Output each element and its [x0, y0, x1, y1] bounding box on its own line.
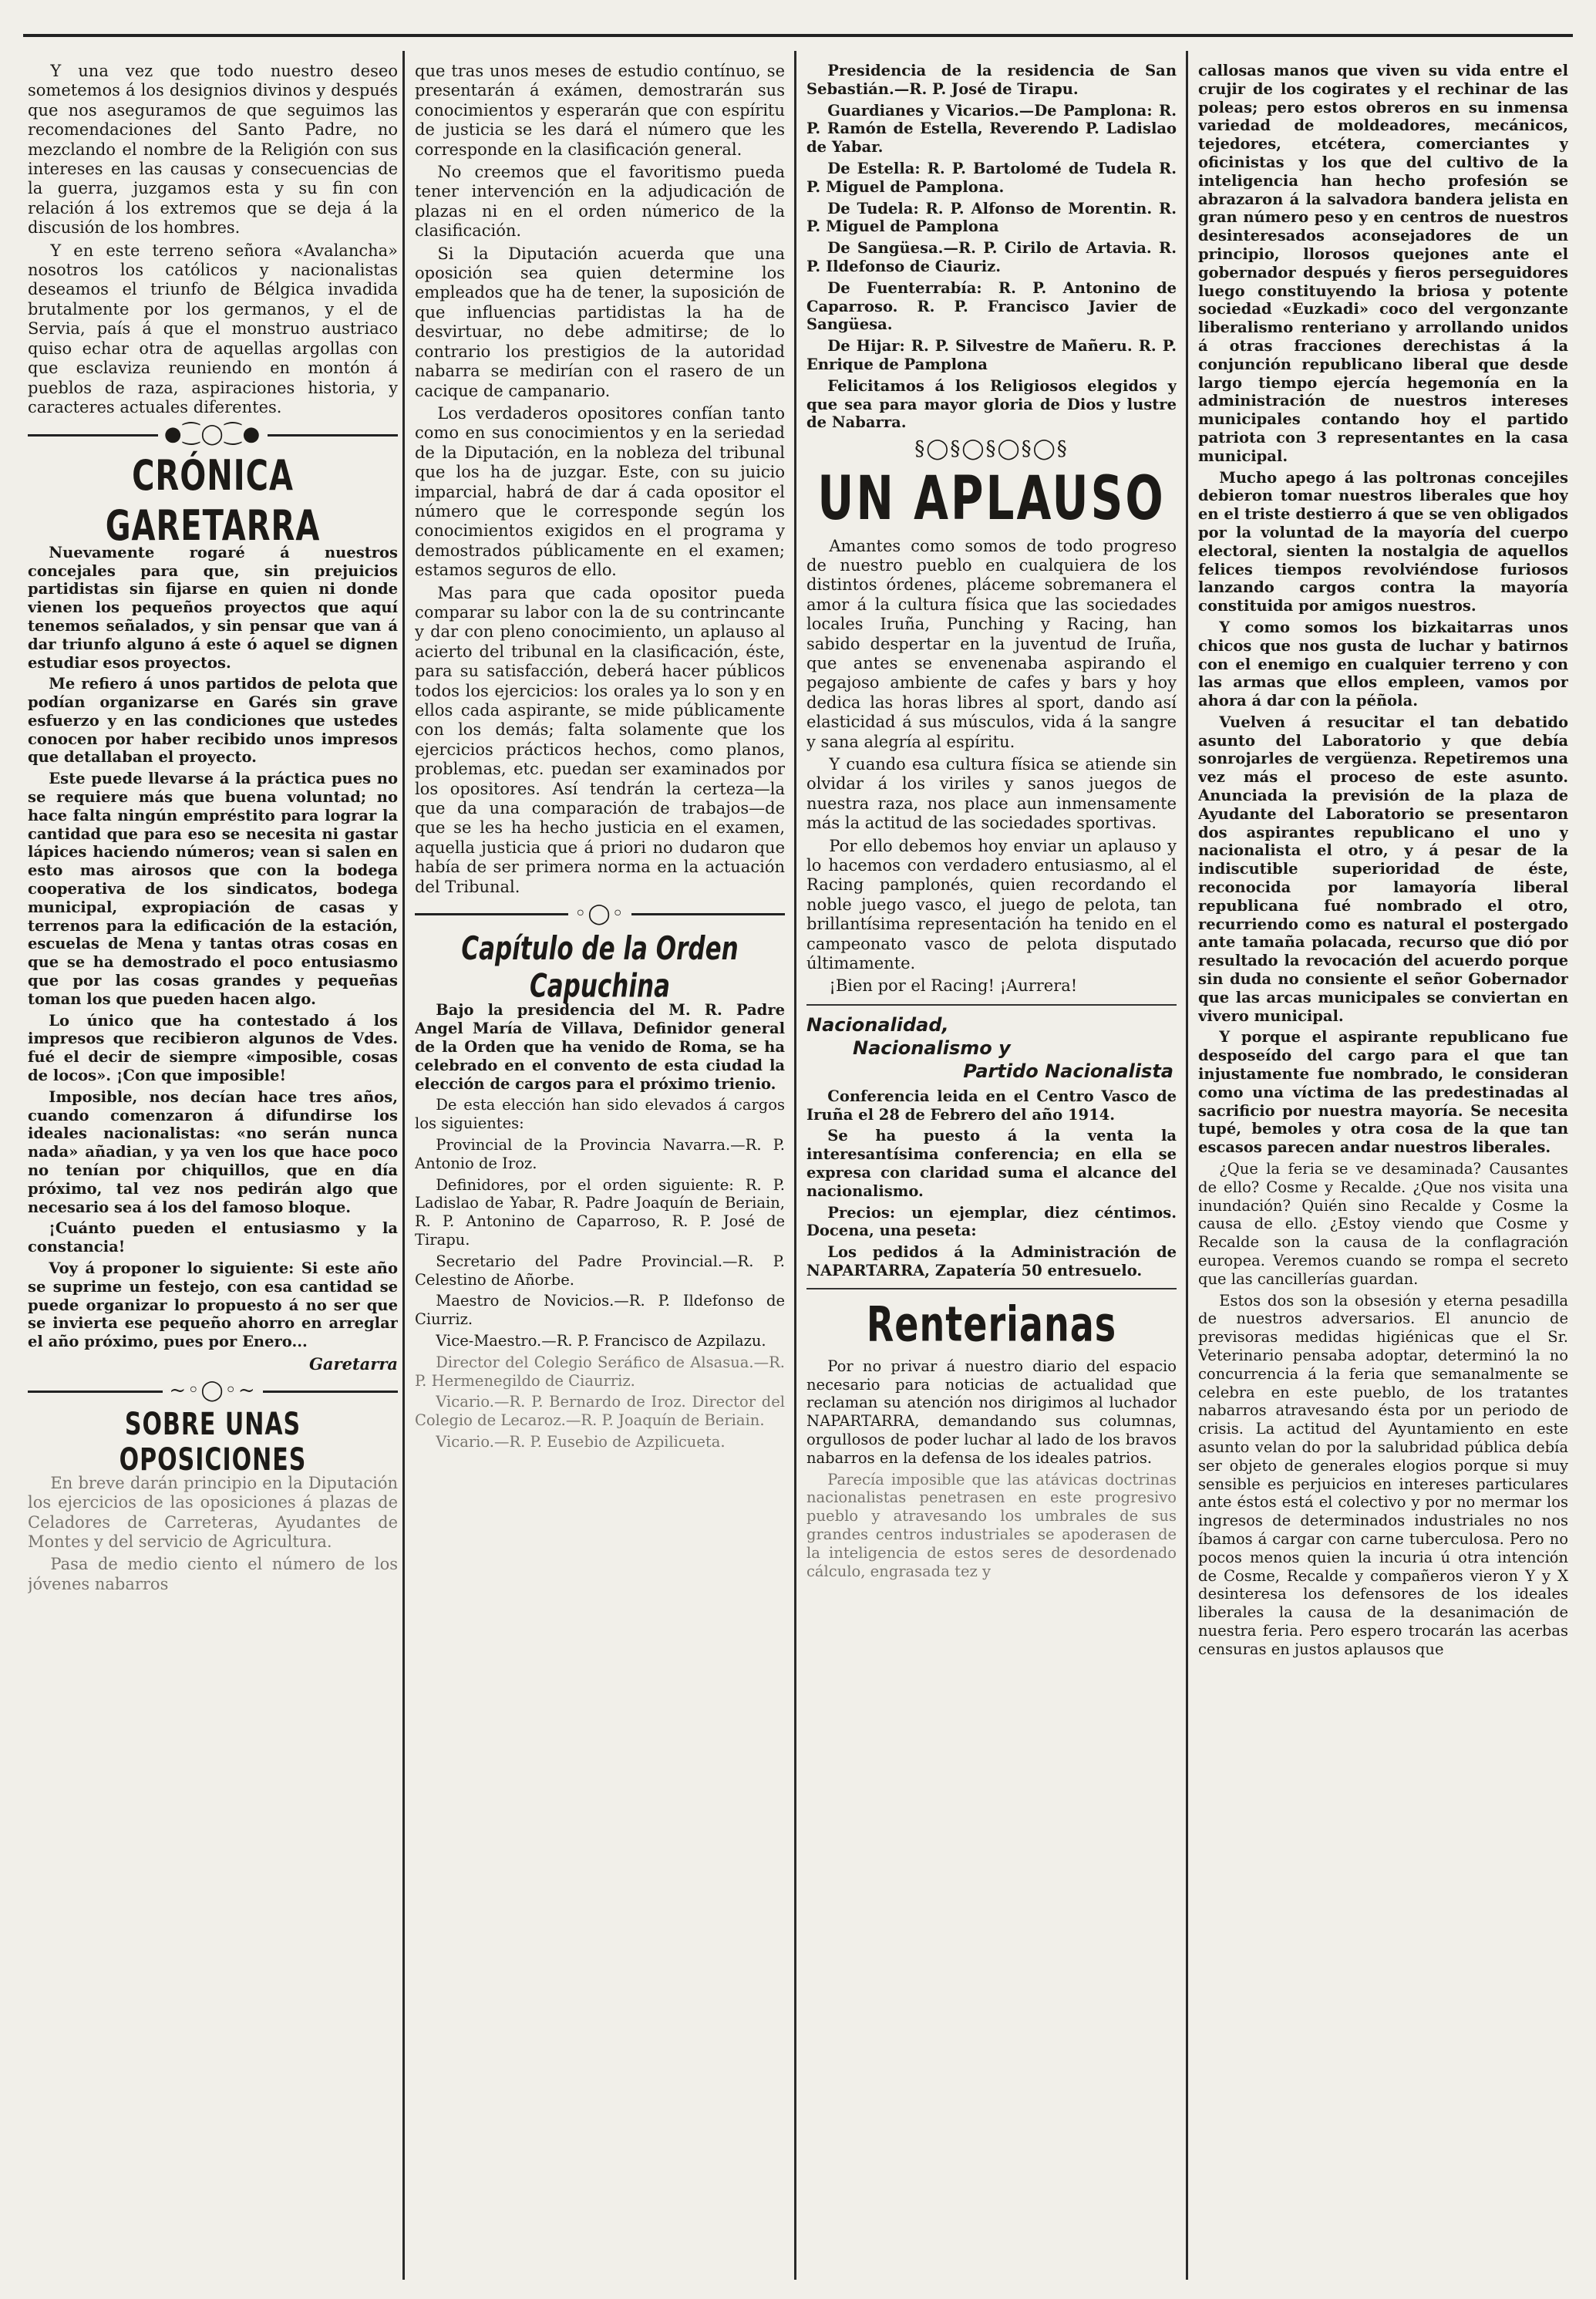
paragraph: Y cuando esa cultura física se atiende sin olvidar á los viriles y sanos juegos de nuestra raza, nos place aun inmensamente más la actitud de las sociedades sportivas. [806, 755, 1177, 833]
paragraph: Pasa de medio ciento el número de los jóvenes nabarros [28, 1555, 398, 1593]
article-signature: Garetarra [308, 1353, 398, 1374]
heading-line: Nacionalidad, [806, 1013, 949, 1036]
paragraph: Por no privar á nuestro diario del espacio necesario para noticias de actualidad que reclaman su atención nos dirigimos al luchador NAPARTARRA, demandando sus columnas, orgullosos de poder luchar al lado de los bravos nabarros en la defensa de los ideales patrios. [806, 1357, 1177, 1467]
ornament-divider: §◯§◯§◯§◯§ [914, 437, 1069, 461]
paragraph: Definidores, por el orden siguiente: R. P. Ladislao de Yabar, R. Padre Joaquín de Beriain, R. P. Antonino de Caparroso, R. P. José de Tirapu. [415, 1175, 785, 1249]
paragraph: Nuevamente rogaré á nuestros concejales para que, sin prejuicios partidistas sin fijarse en quien ni donde vienen los pequeños proyectos que aquí tenemos señalados, y sin pensar que van á dar triunfo alguno á este ó aquel se dignen estudiar esos proyectos. [28, 543, 398, 672]
paragraph: De Estella: R. P. Bartolomé de Tudela R. P. Miguel de Pamplona. [806, 159, 1177, 196]
section-divider [806, 1004, 1177, 1006]
heading-line: Nacionalismo y [853, 1037, 1011, 1059]
capitulo-orden-heading: Capítulo de la Orden Capuchina [461, 930, 739, 1006]
paragraph: Vuelven á resucitar el tan debatido asunto del Laboratorio y que debía sonrojarles de vergüenza. Repetiremos una vez más el proceso de este asunto. Anunciada la previsión de la plaza de Ayudante del Laboratorio se presentaron dos aspirantes republicano el uno y nacionalista el otro, y á pesar de la indiscutible superioridad de éste, reconocida por lamayoría liberal republicana fué nombrado el otro, recurriendo como es natural el postergado ante tamaña polacada, recurso que dió por resultado la revocación del acuerdo porque sin duda no consiente el señor Gobernador que las arcas municipales se conviertan en vivero municipal. [1198, 713, 1568, 1025]
paragraph: Parecía imposible que las atávicas doctrinas nacionalistas penetrasen en este progresivo pueblo y atravesando los umbrales de sus grandes centros industriales se apoderasen de la inteligencia de estos seres de desordenado cálculo, engrasada tez y [806, 1470, 1177, 1580]
top-rule [23, 34, 1573, 37]
paragraph: Vicario.—R. P. Bernardo de Iroz. Director del Colegio de Lecaroz.—R. P. Joaquín de Beriain. [415, 1393, 785, 1430]
paragraph: ¿Que la feria se ve desaminada? Causantes de ello? Cosme y Recalde. ¿Que nos visita una inundación? Quién sino Recalde y Cosme la causa de ello. ¿Estoy viendo que Cosme y Recalde son la causa de la conflagración europea. Veremos cuando se rompa el secreto que las cancillerías guardan. [1198, 1160, 1568, 1288]
ornament-divider: ●⁐◯⁐● [28, 425, 398, 444]
paragraph: Mas para que cada opositor pueda comparar su labor con la de su contrincante y dar con pleno conocimiento, un aplauso al acierto del tribunal en la clasificación, éste, para su satisfacción, deberá hacer públicos todos los ejercicios: los orales ya lo son y en ellos cada aspirante, se mide públicamente con los demás; falta solamente que los ejercicios prácticos hechos, como planos, problemas, etc. puedan ser examinados por los opositores. Así tendrán la certeza—la que da una comparación de trabajos—de que se les ha hecho justicia en el examen, aquella justicia que á priori no dudaron que había de ser primera norma en la actuación del Tribunal. [415, 583, 785, 896]
paragraph: Presidencia de la residencia de San Sebastián.—R. P. José de Tirapu. [806, 62, 1177, 98]
ornament-divider: ~◦◯◦~ [28, 1381, 398, 1401]
paragraph: Vicario.—R. P. Eusebio de Azpilicueta. [436, 1433, 726, 1451]
column-rule-1 [402, 51, 405, 2280]
paragraph: callosas manos que viven su vida entre el crujir de los cogirates y el rechinar de las poleas; pero estos obreros en su inmensa variedad de moldeadores, mecánicos, tejedores, etcétera, comerciantes y oficinistas y los que del cultivo de la inteligencia han hecho profesión se abrazaron á la salvadora bandera jelista en gran número peso y en centros de nuestros desinteresados aconsejadores de un principio, llorosos quejones ante el gobernador después y fieros perseguidores luego constituyendo la briosa y potente sociedad «Euzkadi» coco del vergonzante liberalismo renteriano y arrollando unidos á otras fracciones derechistas á la conjunción republicano liberal que desde largo tiempo ejercía hegemonía en la administración de nuestros intereses municipales contando hoy el partido patriota con 3 representantes en la casa municipal. [1198, 62, 1568, 465]
column-rule-2 [794, 51, 796, 2280]
paragraph: Vice-Maestro.—R. P. Francisco de Azpilazu. [436, 1332, 766, 1350]
paragraph: En breve darán principio en la Diputación los ejercicios de las oposiciones á plazas de Celadores de Carreteras, Ayudantes de Montes y del servicio de Agricultura. [28, 1473, 398, 1552]
paragraph: Imposible, nos decían hace tres años, cuando comenzaron á difundirse los ideales nacionalistas: «no serán nunca nada» añadian, y ya ven los que hace poco no tenían por chiquillos, que en día próximo, tal vez nos pedirán algo que necesario sea á los del famoso bloque. [28, 1087, 398, 1216]
paragraph: Los pedidos á la Administración de NAPARTARRA, Zapatería 50 entresuelo. [806, 1243, 1177, 1280]
paragraph: Los verdaderos opositores confían tanto como en sus conocimientos y en la seriedad de la Diputación, en la nobleza del tribunal que los ha de juzgar. Este, con su juicio imparcial, habrá de dar á cada opositor el número que le corresponde según los conocimientos exigidos en el programa y demostrados públicamente en el examen; estamos seguros de ello. [415, 403, 785, 580]
paragraph: Bajo la presidencia del M. R. Padre Angel María de Villava, Definidor general de la Orden que ha venido de Roma, se ha celebrado en el convento de esta ciudad la elección de cargos para el próximo trienio. [415, 1001, 785, 1093]
paragraph: ¡Cuánto pueden el entusiasmo y la constancia! [28, 1219, 398, 1256]
paragraph: De Tudela: R. P. Alfonso de Morentin. R. P. Miguel de Pamplona [806, 199, 1177, 236]
paragraph: Voy á proponer lo siguiente: Si este año se suprime un festejo, con esa cantidad se puede organizar lo propuesto á no ser que se invierta ese pequeño ahorro en arreglar el año próximo, pues por Enero... [28, 1259, 398, 1351]
paragraph: Guardianes y Vicarios.—De Pamplona: R. P. Ramón de Estella, Reverendo P. Ladislao de Yabar. [806, 101, 1177, 157]
paragraph: Provincial de la Provincia Navarra.—R. P. Antonio de Iroz. [415, 1136, 785, 1172]
un-aplauso-heading: UN APLAUSO [817, 462, 1166, 534]
renterianas-heading: Renterianas [866, 1296, 1117, 1353]
paragraph: Lo único que ha contestado á los impresos que recibieron algunos de Vdes. fué el decir de siempre «imposible, cosas de locos». ¡Con que imposible! [28, 1011, 398, 1085]
paragraph: Este puede llevarse á la práctica pues no se requiere más que buena voluntad; no hace falta ningún empréstito para lograr la cantidad que para eso se necesita ni gastar lápices haciendo números; vean si salen en esto mas airosos que con la bodega cooperativa de los sindicatos, bodega municipal, expropiación de casas y terrenos para la edificación de la estación, escuelas de Mena y tantas otras cosas en que se ha demostrado el poco entusiasmo que por las cosas grandes y pequeñas toman los que pueden hacen algo. [28, 770, 398, 1008]
column-rule-3 [1186, 51, 1188, 2280]
section-divider [806, 1288, 1177, 1289]
paragraph: Mucho apego á las poltronas concejiles debieron tomar nuestros liberales que hoy en el triste destierro á que se ven obligados por la voluntad de la mayoría del cuerpo electoral, sienten la nostalgia de aquellos felices tiempos revolviéndose furiosos lanzando cargos contra la mayoría constituida por amigos nuestros. [1198, 468, 1568, 615]
paragraph: Se ha puesto á la venta la interesantísima conferencia; en ella se expresa con claridad suma el alcance del nacionalismo. [806, 1127, 1177, 1200]
paragraph: Si la Diputación acuerda que una oposición sea quien determine los empleados que ha de tener, la suposición de que influencias partidistas la ha de desvirtuar, no debe admitirse; de lo contrario los prestigios de la autoridad nabarra se medirían con el rasero de un cacique de campanario. [415, 244, 785, 400]
paragraph: Estos dos son la obsesión y eterna pesadilla de nuestros adversarios. El anuncio de previsoras medidas higiénicas que el Sr. Veterinario pensaba adoptar, determinó la no concurrencia á la feria que semanalmente se celebra en este pueblo, de los tratantes nabarros atravesando ésta por un periodo de crisis. La actitud del Ayuntamiento en este asunto velan do por la salubridad pública debía ser objeto de generales elogios porque si muy sensible es perjuicios en intereses particulares ante éstos está el colectivo y por no mermar los ingresos de determinados industriales no nos íbamos á cargar con carne tuberculosa. Pero no pocos menos quien la incuria ú otra intención de Cosme, Recalde y compañeros vieron Y y X desinteresa los defensores de los ideales liberales la causa de la desanimación de nuestra feria. Pero espero trocarán las acerbas censuras en justos aplausos que [1198, 1291, 1568, 1658]
paragraph: Y porque el aspirante republicano fue desposeído del cargo para el que tan injustamente fue nombrado, le consideran como una víctima de las predestinadas al sacrificio por nuestra mayoría. Se necesita tupé, bemoles y otra cosa de la que tan escasos parecen andar nuestros liberales. [1198, 1028, 1568, 1157]
paragraph: De esta elección han sido elevados á cargos los siguientes: [415, 1096, 785, 1133]
paragraph: No creemos que el favoritismo pueda tener intervención en la adjudicación de plazas ni en el orden númerico de la clasificación. [415, 163, 785, 241]
paragraph: Y en este terreno señora «Avalancha» nosotros los católicos y nacionalistas deseamos el triunfo de Bélgica invadida brutalmente por los germanos, y el de Servia, país á que el monstruo austriaco quiso echar otra de aquellas argollas con que esclaviza reuniendo en montón á pueblos de raza, aspiraciones historia, y caracteres actuales diferentes. [28, 241, 398, 416]
paragraph: ¡Bien por el Racing! ¡Aurrera! [829, 976, 1078, 996]
ornament-divider: ◦◯◦ [415, 905, 785, 924]
paragraph: Y una vez que todo nuestro deseo sometemos á los designios divinos y después que nos aseguramos de que seguimos las recomendaciones del Santo Padre, no mezclando el nombre de la Religión con sus intereses en las causas y consecuencias de la guerra, juzgamos esta y su fin con relación á los extremos que se deja á la discusión de los hombres. [28, 62, 398, 238]
paragraph: Director del Colegio Seráfico de Alsasua.—R. P. Hermenegildo de Ciaurriz. [415, 1353, 785, 1390]
paragraph: De Sangüesa.—R. P. Cirilo de Artavia. R. P. Ildefonso de Ciauriz. [806, 239, 1177, 275]
paragraph: Secretario del Padre Provincial.—R. P. Celestino de Añorbe. [415, 1252, 785, 1289]
paragraph: Conferencia leida en el Centro Vasco de Iruña el 28 de Febrero del año 1914. [806, 1087, 1177, 1124]
paragraph: Felicitamos á los Religiosos elegidos y que sea para mayor gloria de Dios y lustre de Nabarra. [806, 376, 1177, 432]
heading-line: Partido Nacionalista [963, 1060, 1173, 1082]
sobre-oposiciones-heading: SOBRE UNAS OPOSICIONES [119, 1406, 307, 1478]
nacionalidad-heading [806, 1013, 1177, 1083]
column-1 [28, 62, 398, 2283]
paragraph: De Hijar: R. P. Silvestre de Mañeru. R. P. Enrique de Pamplona [806, 337, 1177, 373]
cronica-garetarra-heading: CRÓNICA GARETARRA [105, 452, 321, 550]
paragraph: Por ello debemos hoy enviar un aplauso y lo hacemos con verdadero entusiasmo, al el Racing pamplonés, quien recordando el noble juego vasco, el juego de pelota, tan brillantísima representación ha tenido en el campeonato vasco de pelota disputado últimamente. [806, 836, 1177, 973]
paragraph: Me refiero á unos partidos de pelota que podían organizarse en Garés sin grave esfuerzo y en las condiciones que ustedes conocen por haber recibido unos impresos que detallaban el proyecto. [28, 675, 398, 767]
paragraph: Y como somos los bizkaitarras unos chicos que nos gusta de luchar y batirnos con el enemigo en cualquier terreno y con las armas que ellos empleen, vamos por ahora á dar con la péñola. [1198, 618, 1568, 710]
paragraph: De Fuenterrabía: R. P. Antonino de Caparroso. R. P. Francisco Javier de Sangüesa. [806, 278, 1177, 334]
column-3 [806, 62, 1177, 2283]
paragraph: Precios: un ejemplar, diez céntimos. Docena, una peseta: [806, 1203, 1177, 1240]
column-4 [1198, 62, 1568, 2283]
paragraph: que tras unos meses de estudio contínuo, se presentarán á exámen, demostrarán sus conocimientos y esperarán que con espíritu de justicia se les dará el número que les corresponde en la clasificación general. [415, 62, 785, 159]
column-2 [415, 62, 785, 2283]
paragraph: Amantes como somos de todo progreso de nuestro pueblo en cualquiera de los distintos órdenes, pláceme sobremanera el amor á la cultura física que las sociedades locales Iruña, Punching y Racing, han sabido despertar en la juventud de Iruña, que antes se envenenaba aspirando el pegajoso ambiente de cafes y bars y hoy dedica las horas libres al sport, dando así elasticidad á sus músculos, vida á la sangre y sana alegría al espíritu. [806, 536, 1177, 751]
paragraph: Maestro de Novicios.—R. P. Ildefonso de Ciurriz. [415, 1292, 785, 1329]
